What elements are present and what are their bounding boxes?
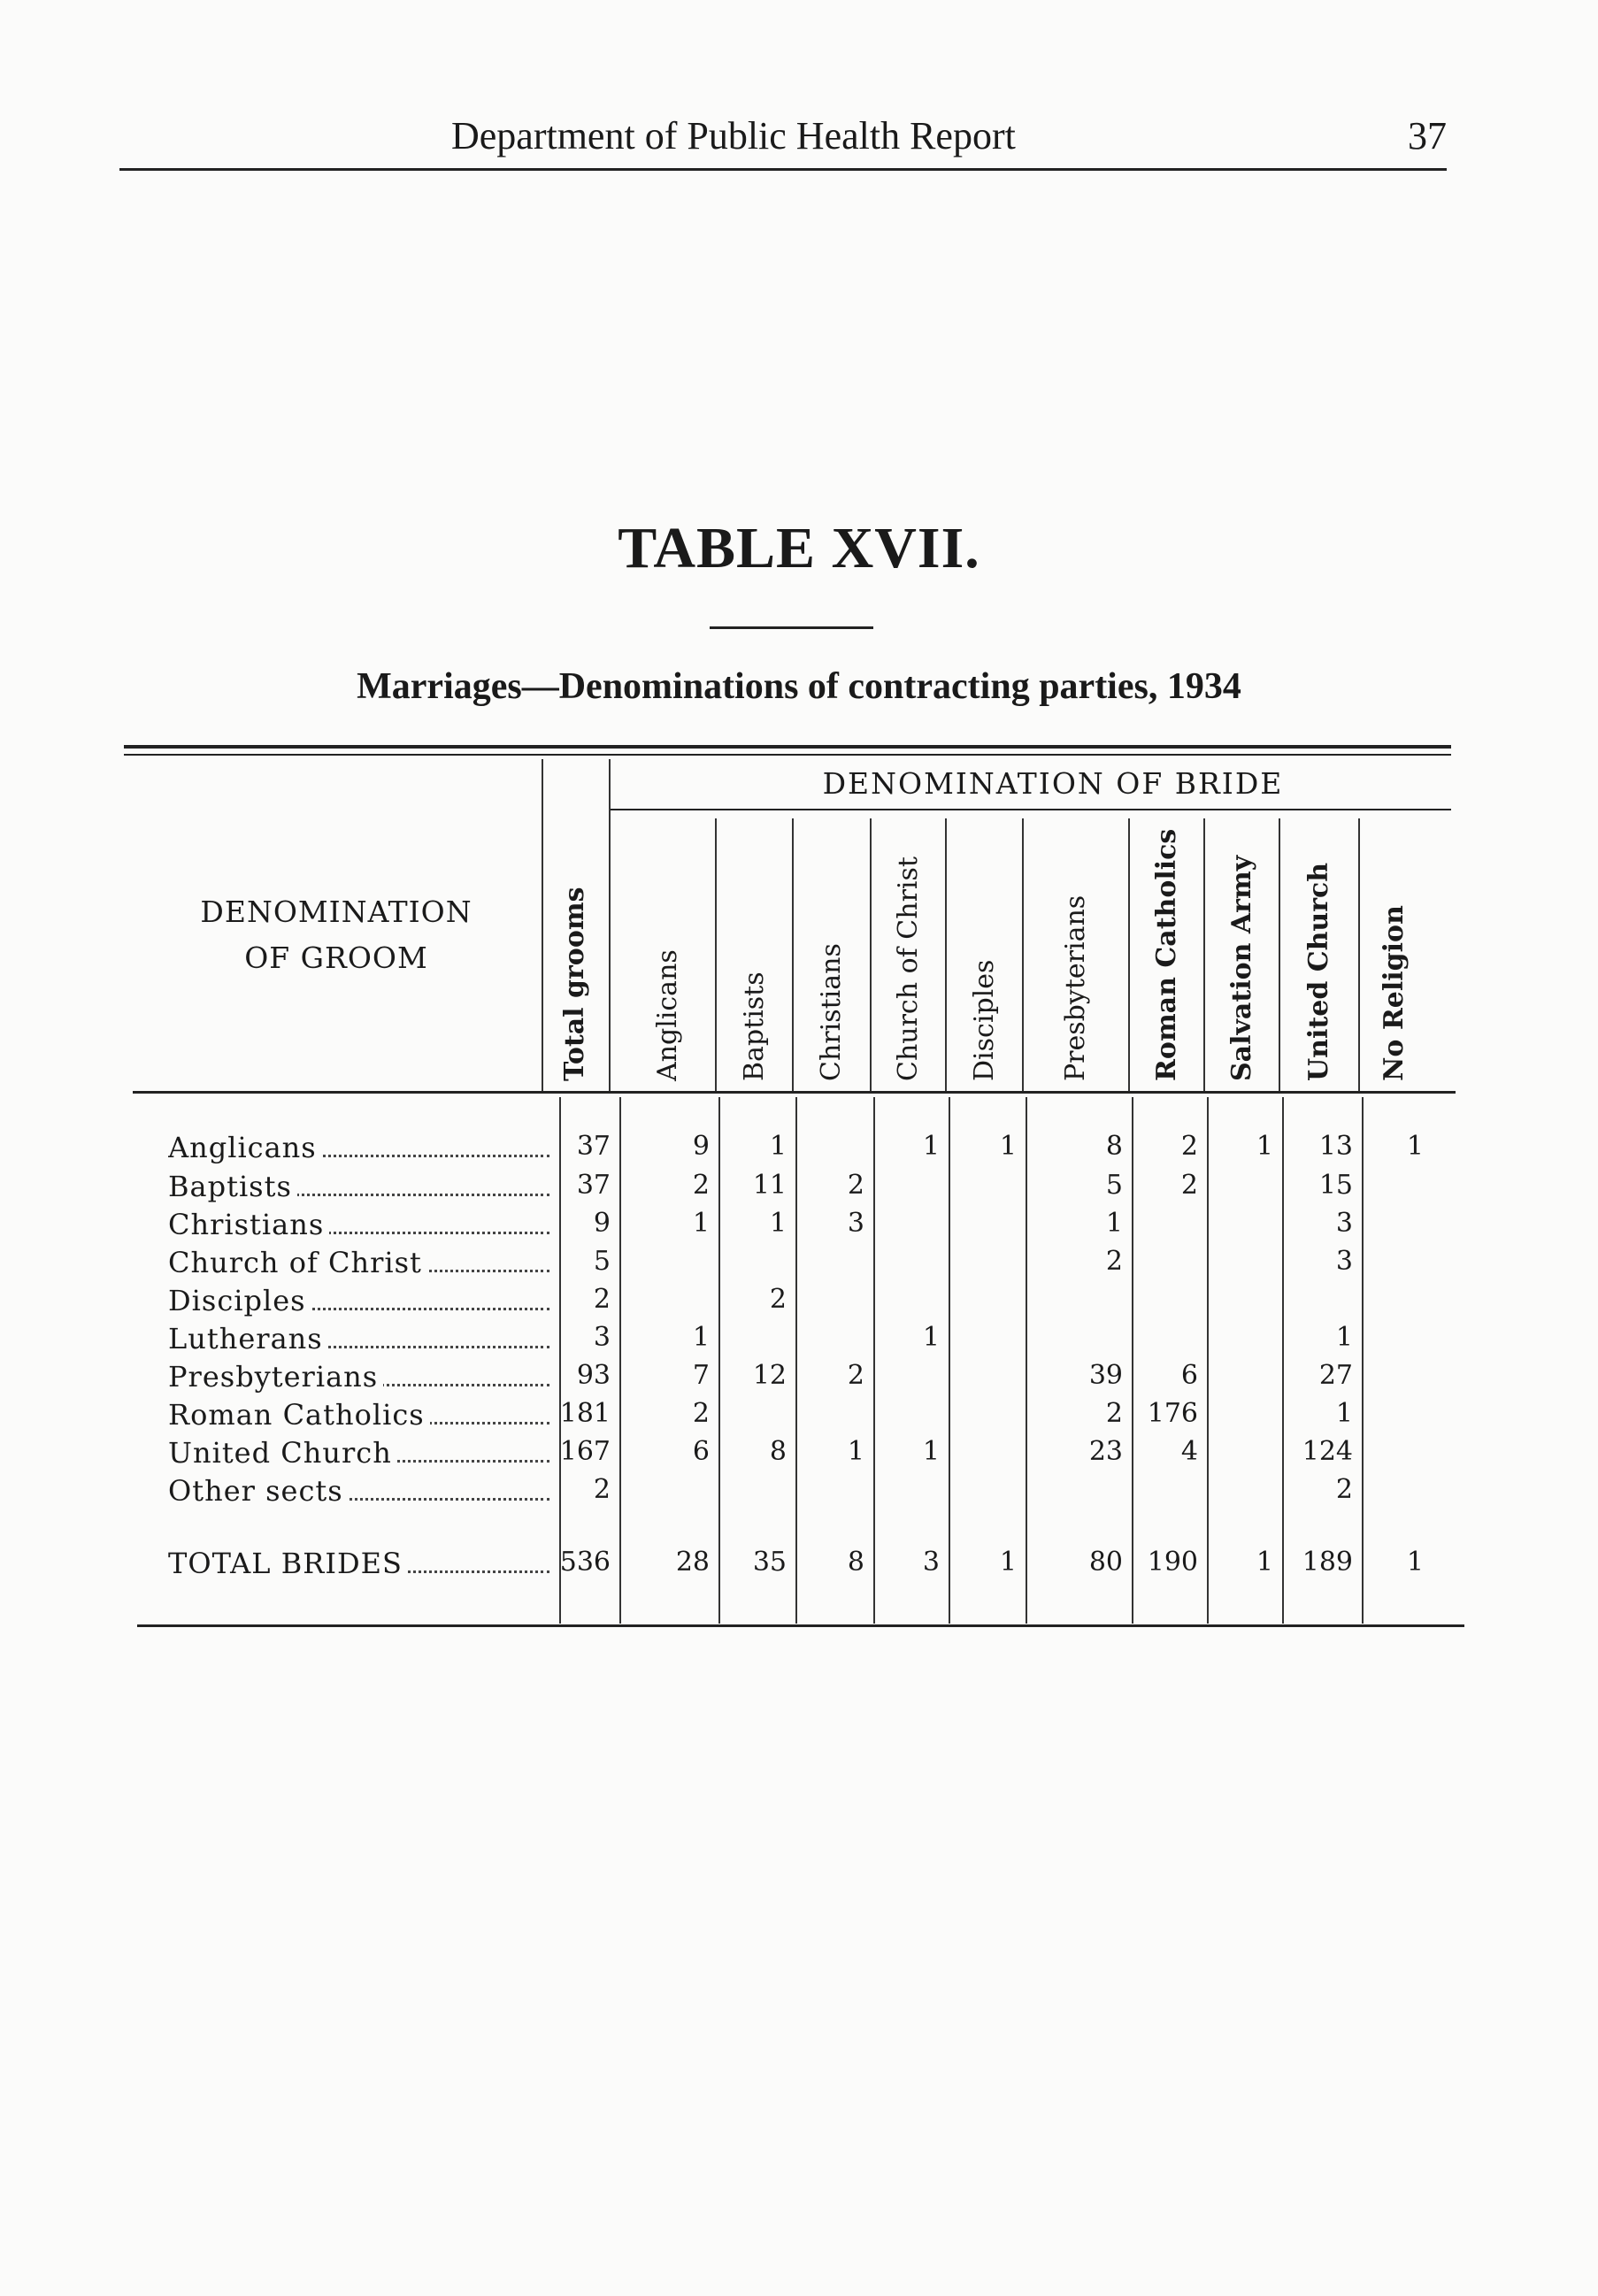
count-cell: 35 (752, 1547, 787, 1578)
total-grooms-header: Total grooms (559, 887, 590, 1081)
total-body-right-rule (619, 1097, 621, 1624)
column-header-rule (133, 1091, 1456, 1094)
count-cell: 3 (922, 1547, 940, 1578)
bride-header-rule (611, 809, 1451, 810)
count-cell: 15 (1318, 1170, 1353, 1201)
bride-column-header-anglicans: Anglicans (652, 949, 683, 1081)
bride-column-header-united-church: United Church (1303, 862, 1334, 1081)
row-label (168, 1436, 553, 1470)
count-cell: 6 (1180, 1360, 1198, 1391)
row-label (168, 1208, 553, 1241)
row-label (168, 1284, 553, 1317)
count-cell: 8 (1105, 1131, 1123, 1162)
count-cell: 1 (1335, 1322, 1353, 1353)
bride-body-divider (949, 1097, 950, 1624)
count-cell: 1 (692, 1322, 710, 1353)
count-cell: 2 (1105, 1246, 1123, 1277)
count-cell: 2 (1335, 1474, 1353, 1505)
bride-header-divider (1279, 818, 1280, 1091)
count-cell: 8 (847, 1547, 864, 1578)
row-label (168, 1360, 553, 1394)
bride-body-divider (1026, 1097, 1027, 1624)
count-cell: 1 (1335, 1398, 1353, 1429)
bride-body-divider (1207, 1097, 1209, 1624)
bride-body-divider (1362, 1097, 1364, 1624)
count-cell: 9 (692, 1131, 710, 1162)
bride-column-header-church-of-christ: Church of Christ (892, 856, 924, 1081)
count-cell: 2 (1180, 1170, 1198, 1201)
bride-column-header-roman-catholics: Roman Catholics (1150, 828, 1182, 1081)
count-cell: 1 (1406, 1131, 1424, 1162)
bride-column-header-no-religion: No Religion (1379, 905, 1410, 1081)
count-cell: 2 (769, 1284, 787, 1315)
total-grooms-cell: 167 (559, 1436, 611, 1467)
title-rule (710, 626, 873, 629)
groom-header-line-1: DENOMINATION (200, 895, 472, 929)
count-cell: 1 (922, 1131, 940, 1162)
total-grooms-cell: 2 (593, 1474, 611, 1505)
count-cell: 3 (1335, 1246, 1353, 1277)
bride-column-header-salvation-army: Salvation Army (1225, 855, 1257, 1081)
count-cell: 6 (692, 1436, 710, 1467)
table-subtitle: Marriages—Denominations of contracting parties, 1934 (357, 666, 1241, 707)
bride-header-divider (1022, 818, 1024, 1091)
bride-column-header-disciples: Disciples (968, 959, 1000, 1081)
count-cell: 4 (1180, 1436, 1198, 1467)
count-cell: 176 (1147, 1398, 1198, 1429)
row-label (168, 1547, 553, 1580)
total-grooms-cell: 536 (559, 1547, 611, 1578)
row-label (168, 1246, 553, 1279)
bride-column-header: DENOMINATION OF BRIDE (822, 766, 1284, 801)
groom-header-line-2: OF GROOM (244, 941, 428, 975)
total-grooms-cell: 37 (576, 1131, 611, 1162)
count-cell: 2 (1105, 1398, 1123, 1429)
row-label (168, 1131, 553, 1164)
row-label-text: Roman Catholics (168, 1398, 430, 1432)
bride-header-divider (1128, 818, 1130, 1091)
total-grooms-cell: 37 (576, 1170, 611, 1201)
row-label (168, 1398, 553, 1432)
bride-header-divider (1358, 818, 1360, 1091)
bride-column-header-presbyterians: Presbyterians (1060, 895, 1091, 1081)
bride-column-header-baptists: Baptists (738, 971, 770, 1081)
row-label (168, 1322, 553, 1355)
bride-header-divider (870, 818, 872, 1091)
count-cell: 11 (752, 1170, 787, 1201)
total-column-right-rule (609, 759, 611, 1091)
row-label (168, 1474, 553, 1508)
table-title: TABLE XVII. (618, 516, 980, 580)
row-label-text: Disciples (168, 1284, 311, 1317)
count-cell: 3 (847, 1208, 864, 1239)
count-cell: 1 (922, 1322, 940, 1353)
count-cell: 1 (769, 1131, 787, 1162)
count-cell: 8 (769, 1436, 787, 1467)
table-top-rule-inner (124, 754, 1451, 756)
count-cell: 3 (1335, 1208, 1353, 1239)
bride-header-divider (715, 818, 717, 1091)
count-cell: 1 (1406, 1547, 1424, 1578)
row-label-text: Lutherans (168, 1322, 328, 1355)
count-cell: 1 (999, 1547, 1017, 1578)
count-cell: 39 (1088, 1360, 1123, 1391)
count-cell: 189 (1302, 1547, 1353, 1578)
table-top-rule (124, 745, 1451, 749)
bride-header-divider (1203, 818, 1205, 1091)
bride-column-header-christians: Christians (816, 943, 847, 1081)
header-rule (119, 168, 1447, 171)
count-cell: 23 (1088, 1436, 1123, 1467)
row-label-text: Church of Christ (168, 1246, 427, 1279)
count-cell: 1 (769, 1208, 787, 1239)
count-cell: 1 (1256, 1131, 1273, 1162)
total-grooms-cell: 93 (576, 1360, 611, 1391)
count-cell: 2 (847, 1170, 864, 1201)
total-grooms-cell: 2 (593, 1284, 611, 1315)
count-cell: 1 (922, 1436, 940, 1467)
bride-header-divider (792, 818, 794, 1091)
row-label-text: Baptists (168, 1170, 297, 1203)
count-cell: 124 (1302, 1436, 1353, 1467)
row-label-text: Christians (168, 1208, 329, 1241)
count-cell: 2 (1180, 1131, 1198, 1162)
row-label (168, 1170, 553, 1203)
count-cell: 190 (1147, 1547, 1198, 1578)
count-cell: 2 (692, 1398, 710, 1429)
total-grooms-cell: 9 (593, 1208, 611, 1239)
bride-header-divider (945, 818, 947, 1091)
count-cell: 1 (1256, 1547, 1273, 1578)
count-cell: 1 (1105, 1208, 1123, 1239)
row-label-text: United Church (168, 1436, 397, 1470)
bride-body-divider (873, 1097, 875, 1624)
count-cell: 12 (752, 1360, 787, 1391)
count-cell: 27 (1318, 1360, 1353, 1391)
count-cell: 28 (675, 1547, 710, 1578)
running-head-title: Department of Public Health Report (451, 114, 1016, 157)
total-grooms-cell: 5 (593, 1246, 611, 1277)
count-cell: 1 (999, 1131, 1017, 1162)
groom-column-header (159, 889, 513, 981)
page-number: 37 (1408, 114, 1447, 157)
row-label-text: Anglicans (168, 1131, 322, 1164)
count-cell: 2 (847, 1360, 864, 1391)
total-column-left-rule (542, 759, 543, 1091)
table-bottom-rule (137, 1624, 1464, 1627)
count-cell: 2 (692, 1170, 710, 1201)
count-cell: 5 (1105, 1170, 1123, 1201)
row-label-text: Presbyterians (168, 1360, 383, 1394)
count-cell: 1 (847, 1436, 864, 1467)
count-cell: 80 (1088, 1547, 1123, 1578)
row-label-text: TOTAL BRIDES (168, 1547, 408, 1580)
row-label-text: Other sects (168, 1474, 349, 1508)
total-grooms-cell: 181 (559, 1398, 611, 1429)
count-cell: 13 (1318, 1131, 1353, 1162)
count-cell: 1 (692, 1208, 710, 1239)
count-cell: 7 (692, 1360, 710, 1391)
total-grooms-cell: 3 (593, 1322, 611, 1353)
